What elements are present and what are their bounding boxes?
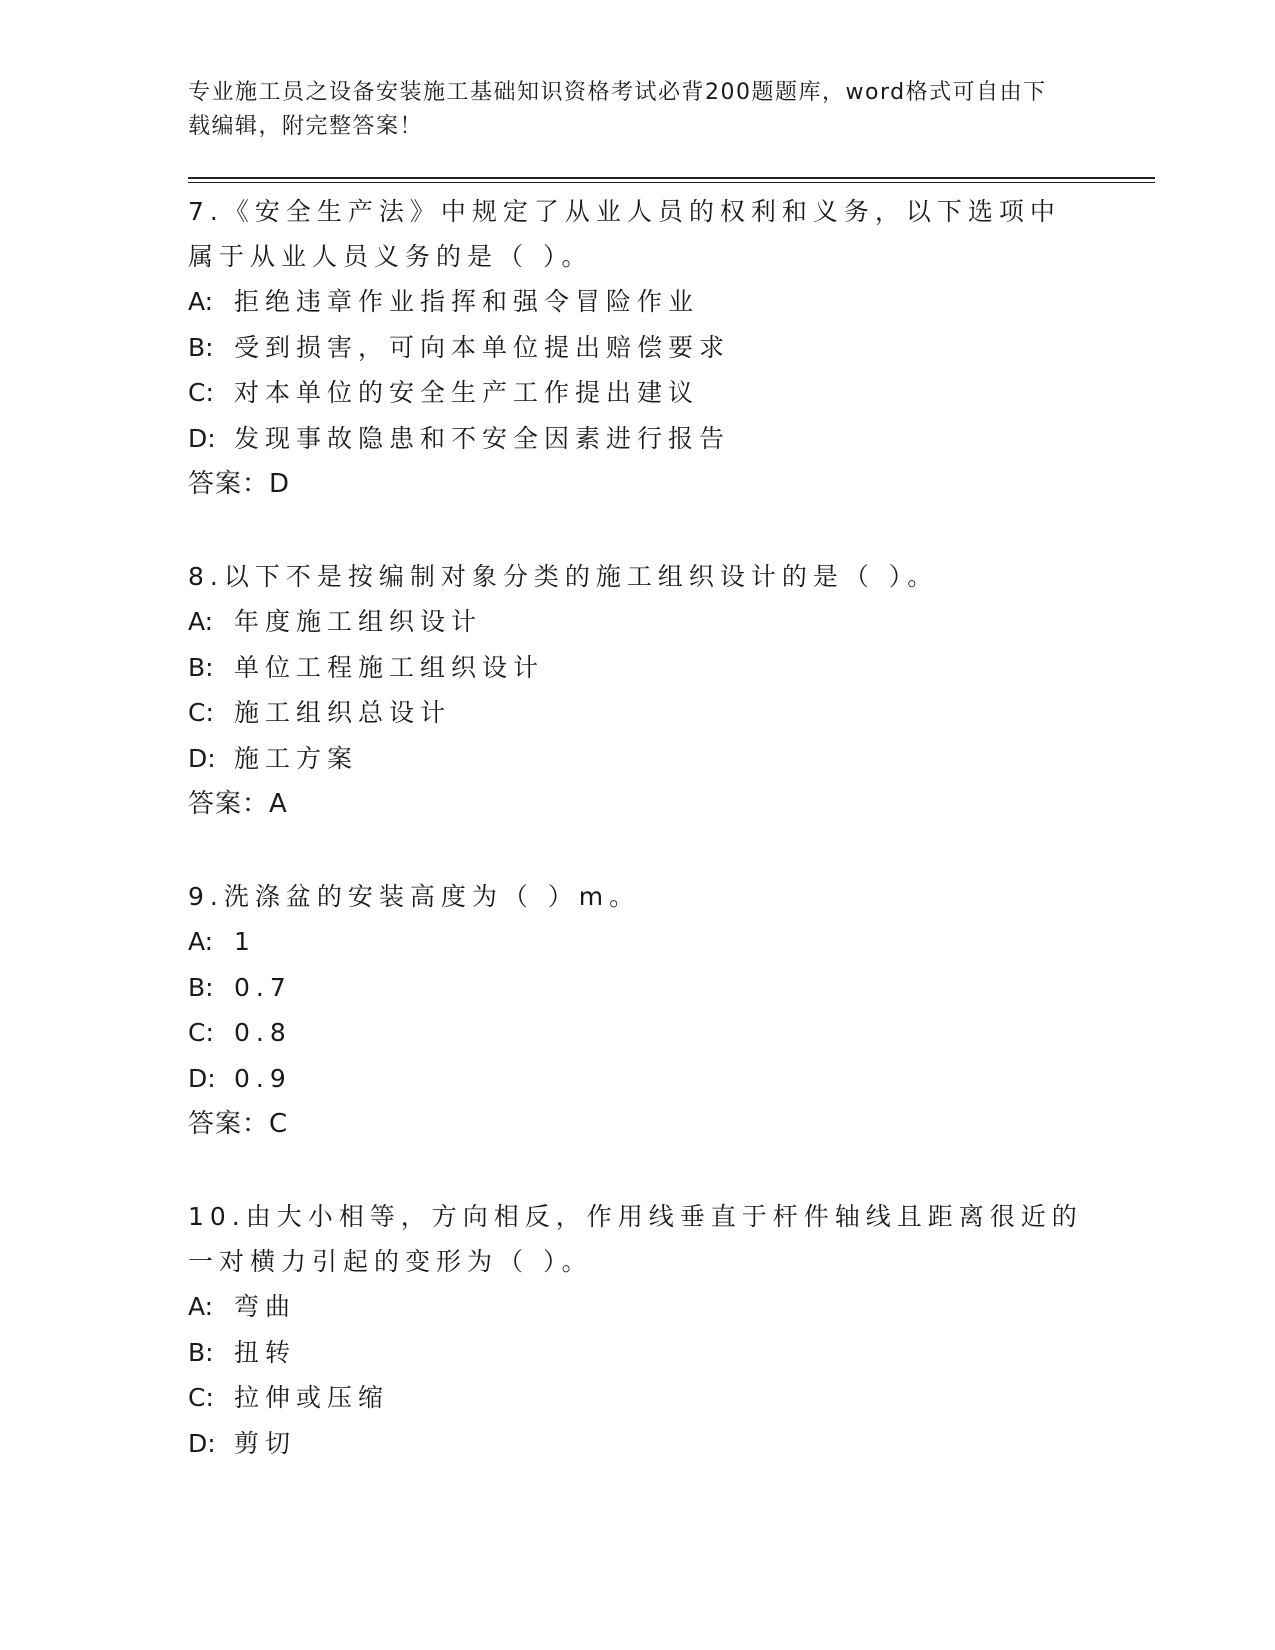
answer-line: 答案：A [188,789,288,819]
option-d [188,1421,1088,1467]
option-b [188,325,1088,371]
question-10 [188,1194,1088,1466]
question-7 [188,189,1088,507]
option-letter: C: [188,1018,214,1047]
option-text: 剪切 [234,1428,297,1458]
option-letter: D: [188,1063,216,1093]
option-b [188,965,1088,1011]
option-d [188,736,1088,782]
option-text: 0.7 [234,972,292,1002]
option-c [188,690,1088,736]
option-letter: D: [188,743,216,773]
answer-line: 答案：C [188,1109,289,1139]
option-d [188,1056,1088,1102]
option-text: 扭转 [234,1337,297,1367]
question-8 [188,554,1088,827]
option-b [188,1330,1088,1376]
question-9 [188,874,1088,1147]
option-a [188,279,1088,325]
document-header: 专业施工员之设备安装施工基础知识资格考试必背200题题库，word格式可自由下载编辑，附完整答案！ [188,80,1047,139]
option-c [188,1010,1088,1056]
option-letter: B: [188,1337,214,1367]
option-text: 1 [234,927,256,956]
option-a [188,599,1088,645]
option-text: 对本单位的安全生产工作提出建议 [234,378,700,407]
answer-line: 答案：D [188,469,291,499]
option-a [188,1284,1088,1330]
option-text: 0.8 [234,1018,292,1047]
option-letter: D: [188,423,216,453]
question-stem: 8.以下不是按编制对象分类的施工组织设计的是（ ）。 [188,562,939,591]
option-d [188,416,1088,462]
option-letter: A: [188,1292,214,1321]
option-text: 施工方案 [234,743,359,773]
question-stem: 10.由大小相等，方向相反，作用线垂直于杆件轴线且距离很近的一对横力引起的变形为（ ）。 [188,1202,1083,1276]
option-letter: A: [188,927,214,956]
option-text: 受到损害，可向本单位提出赔偿要求 [234,332,731,362]
option-text: 0.9 [234,1063,292,1093]
option-letter: B: [188,332,214,362]
option-letter: B: [188,972,214,1002]
option-text: 弯曲 [234,1292,297,1321]
option-letter: B: [188,652,214,682]
question-stem: 9.洗涤盆的安装高度为（ ）m。 [188,882,641,911]
header-divider-thick [188,177,1155,179]
option-c [188,1375,1088,1421]
option-text: 拒绝违章作业指挥和强令冒险作业 [234,287,700,316]
option-text: 施工组织总设计 [234,698,452,727]
option-letter: A: [188,607,214,636]
option-letter: A: [188,287,214,316]
option-text: 发现事故隐患和不安全因素进行报告 [234,423,731,453]
option-a [188,919,1088,965]
option-text: 拉伸或压缩 [234,1383,390,1412]
option-letter: D: [188,1428,216,1458]
option-letter: C: [188,378,214,407]
header-divider-thin [188,182,1155,183]
option-text: 年度施工组织设计 [234,607,483,636]
option-b [188,645,1088,691]
option-letter: C: [188,698,214,727]
option-text: 单位工程施工组织设计 [234,652,545,682]
question-stem: 7.《安全生产法》中规定了从业人员的权利和义务，以下选项中属于从业人员义务的是（ ）。 [188,197,1061,271]
option-letter: C: [188,1383,214,1412]
option-c [188,370,1088,416]
